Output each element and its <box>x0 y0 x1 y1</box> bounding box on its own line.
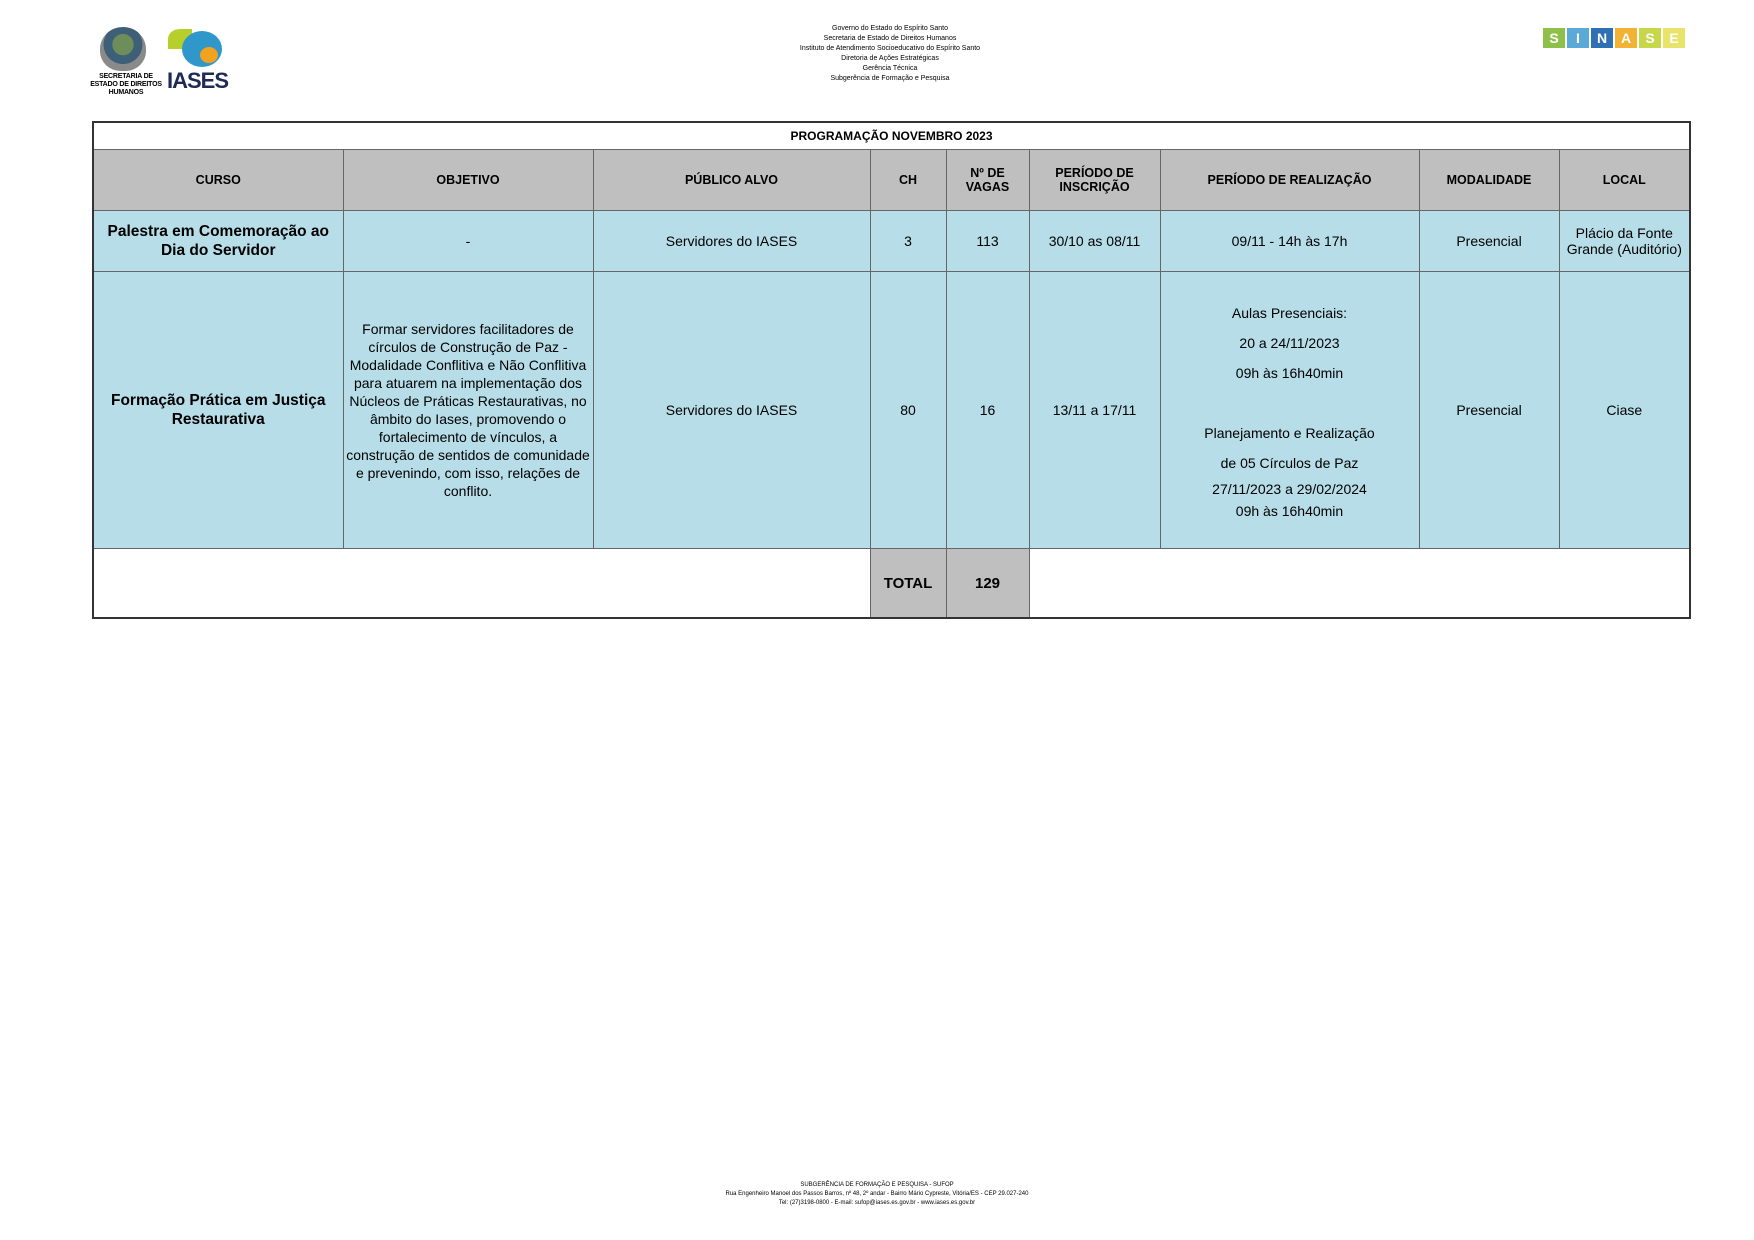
header-vagas <box>946 150 1029 211</box>
header-line: Secretaria de Estado de Direitos Humanos <box>823 35 957 42</box>
sinase-letter: I <box>1567 28 1589 48</box>
total-value: 129 <box>946 549 1029 619</box>
table-row <box>93 211 1690 272</box>
header-inscricao <box>1029 150 1160 211</box>
sinase-letter: E <box>1663 28 1685 48</box>
realizacao-line: 09h às 16h40min <box>1235 503 1344 519</box>
total-label: TOTAL <box>870 549 946 619</box>
header-inscricao-line1: PERÍODO DE <box>1055 166 1134 180</box>
header-vagas-line2: VAGAS <box>965 180 1010 194</box>
cell-inscricao: 30/10 as 08/11 <box>1029 211 1160 272</box>
programming-table <box>92 121 1691 619</box>
cell-inscricao: 13/11 a 17/11 <box>1029 272 1160 549</box>
cell-objetivo: Formar servidores facilitadores de círculos de Construção de Paz - Modalidade Conflitiva e Não Conflitiva para atuarem na implementação dos Núcleos de Práticas Restaurativas, no âmbito do Iases, promovendo o fortalecimento de vínculos, a construção de sentidos de comunidade e prevenindo, com isso, relações de conflito. <box>343 272 593 549</box>
header-line: Subgerência de Formação e Pesquisa <box>830 75 950 82</box>
total-row <box>93 549 1690 619</box>
sinase-letter: S <box>1543 28 1565 48</box>
spacer <box>1163 388 1417 418</box>
header-realizacao: PERÍODO DE REALIZAÇÃO <box>1160 150 1419 211</box>
iases-logo <box>166 25 236 91</box>
header-line: Instituto de Atendimento Socioeducativo do Espírito Santo <box>799 45 981 52</box>
cell-objetivo: - <box>343 211 593 272</box>
realizacao-line: de 05 Círculos de Paz <box>1220 455 1359 471</box>
realizacao-line: Planejamento e Realização <box>1204 425 1375 441</box>
table-row <box>93 272 1690 549</box>
cell-local: Ciase <box>1559 272 1690 549</box>
state-seal-logo <box>86 25 164 96</box>
seal-caption: SECRETARIA DE ESTADO DE DIREITOS HUMANOS <box>90 73 162 96</box>
header-modalidade: MODALIDADE <box>1419 150 1559 211</box>
header-inscricao-line2: INSCRIÇÃO <box>1059 180 1130 194</box>
cell-modalidade: Presencial <box>1419 272 1559 549</box>
institution-header <box>700 24 1080 84</box>
table-title-row <box>93 122 1690 150</box>
footer-line: SUBGERÊNCIA DE FORMAÇÃO E PESQUISA - SUFOP <box>800 1182 954 1188</box>
header-line: Diretoria de Ações Estratégicas <box>841 55 939 62</box>
total-blank-right <box>1029 549 1690 619</box>
cell-realizacao: 09/11 - 14h às 17h <box>1160 211 1419 272</box>
header-vagas-line1: Nº DE <box>970 166 1005 180</box>
cell-publico: Servidores do IASES <box>593 211 870 272</box>
cell-ch: 80 <box>870 272 946 549</box>
page-footer <box>620 1181 1134 1208</box>
sinase-letter: S <box>1639 28 1661 48</box>
sinase-logo <box>1543 28 1685 48</box>
cell-local: Plácio da Fonte Grande (Auditório) <box>1559 211 1690 272</box>
cell-vagas: 16 <box>946 272 1029 549</box>
realizacao-line: 20 a 24/11/2023 <box>1239 335 1340 351</box>
coat-of-arms-icon <box>100 27 146 71</box>
cell-vagas: 113 <box>946 211 1029 272</box>
header-line: Governo do Estado do Espírito Santo <box>832 25 948 32</box>
header-ch: CH <box>870 150 946 211</box>
iases-wordmark: IASES <box>167 68 229 93</box>
header-curso: CURSO <box>93 150 343 211</box>
sun-icon <box>200 47 218 63</box>
realizacao-line: 27/11/2023 a 29/02/2024 <box>1212 481 1367 497</box>
header-left-logos <box>86 25 236 96</box>
header-local: LOCAL <box>1559 150 1690 211</box>
cell-ch: 3 <box>870 211 946 272</box>
cell-curso: Formação Prática em Justiça Restaurativa <box>93 272 343 549</box>
footer-line: Tel: (27)3198-0800 - E-mail: sufop@iases.es.gov.br - www.iases.es.gov.br <box>778 1200 976 1206</box>
sinase-letter: N <box>1591 28 1613 48</box>
table-title: PROGRAMAÇÃO NOVEMBRO 2023 <box>93 122 1690 150</box>
cell-curso: Palestra em Comemoração ao Dia do Servidor <box>93 211 343 272</box>
cell-publico: Servidores do IASES <box>593 272 870 549</box>
cell-realizacao <box>1160 272 1419 549</box>
sinase-letter: A <box>1615 28 1637 48</box>
cell-modalidade: Presencial <box>1419 211 1559 272</box>
realizacao-line: 09h às 16h40min <box>1235 365 1344 381</box>
realizacao-line: Aulas Presenciais: <box>1231 305 1348 321</box>
total-blank-left <box>93 549 870 619</box>
header-publico: PÚBLICO ALVO <box>593 150 870 211</box>
header-objetivo: OBJETIVO <box>343 150 593 211</box>
header-line: Gerência Técnica <box>862 65 918 72</box>
footer-line: Rua Engenheiro Manoel dos Passos Barros, nº 48, 2º andar - Bairro Mário Cypreste, Vitória/ES - CEP 29.027-240 <box>725 1191 1029 1197</box>
table-header-row <box>93 150 1690 211</box>
